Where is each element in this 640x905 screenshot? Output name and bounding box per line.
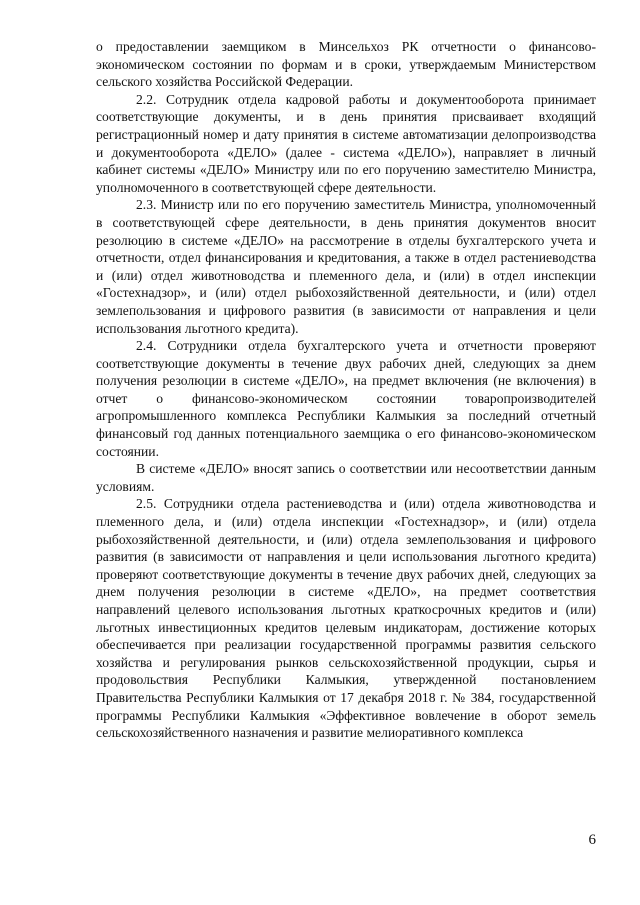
paragraph-delo-record: В системе «ДЕЛО» вносят запись о соответствии или несоответствии данным условиям. — [96, 461, 596, 494]
paragraph-2-2: 2.2. Сотрудник отдела кадровой работы и документооборота принимает соответствующие документы, и в день принятия присваивает входящий регистрационный номер и дату принятия в системе автоматизации делопроизводства и документооборота «ДЕЛО» (далее - система «ДЕЛО»), направляет в личный кабинет системы «ДЕЛО» Министру или по его поручению заместителю Министра, уполномоченного в соответствующей сфере деятельности. — [96, 91, 596, 195]
page-number: 6 — [588, 832, 596, 848]
document-body — [96, 38, 596, 742]
paragraph-2-3: 2.3. Министр или по его поручению заместитель Министра, уполномоченный в соответствующей сфере деятельности, в день принятия документов вносит резолюцию в системе «ДЕЛО» на рассмотрение в отделы бухгалтерского учета и отчетности, отдел финансирования и кредитования, а также в отдел растениеводства и (или) отдел животноводства и племенного дела, и (или) в отдел инспекции «Гостехнадзор», и (или) отдел рыбохозяйственной деятельности, и (или) отдел землепользования и цифрового развития (в зависимости от направления и цели использования льготного кредита). — [96, 197, 596, 336]
paragraph-2-5: 2.5. Сотрудники отдела растениеводства и (или) отдела животноводства и племенного дела, и (или) отдела инспекции «Гостехнадзор», и (или) отдела рыбохозяйственной деятельности, и (или) отдела землепользования и цифрового развития (в зависимости от направления и цели использования льготного кредита) проверяют соответствующие документы в течение двух рабочих дней, следующих за днем получения резолюции в системе «ДЕЛО», на предмет соответствия направлений целевого использования льготных краткосрочных кредитов и (или) льготных инвестиционных кредитов целевым индикаторам, достижение которых обеспечивается при реализации государственной программы развития сельского хозяйства и регулирования рынков сельскохозяйственной продукции, сырья и продовольствия Республики Калмыкия, утвержденной постановлением Правительства Республики Калмыкия от 17 декабря 2018 г. № 384, государственной программы Республики Калмыкия «Эффективное вовлечение в оборот земель сельскохозяйственного назначения и развитие мелиоративного комплекса — [96, 496, 596, 741]
paragraph-2-4: 2.4. Сотрудники отдела бухгалтерского учета и отчетности проверяют соответствующие документы в течение двух рабочих дней, следующих за днем получения резолюции в системе «ДЕЛО», на предмет включения (не включения) в отчет о финансово-экономическом состоянии товаропроизводителей агропромышленного комплекса Республики Калмыкия за последний отчетный финансовый год данных потенциального заемщика о его финансово-экономическом состоянии. — [96, 338, 596, 459]
paragraph-continuation: о предоставлении заемщиком в Минсельхоз РК отчетности о финансово-экономическом состоянии по формам и в сроки, утверждаемым Министерством сельского хозяйства Российской Федерации. — [96, 39, 596, 90]
